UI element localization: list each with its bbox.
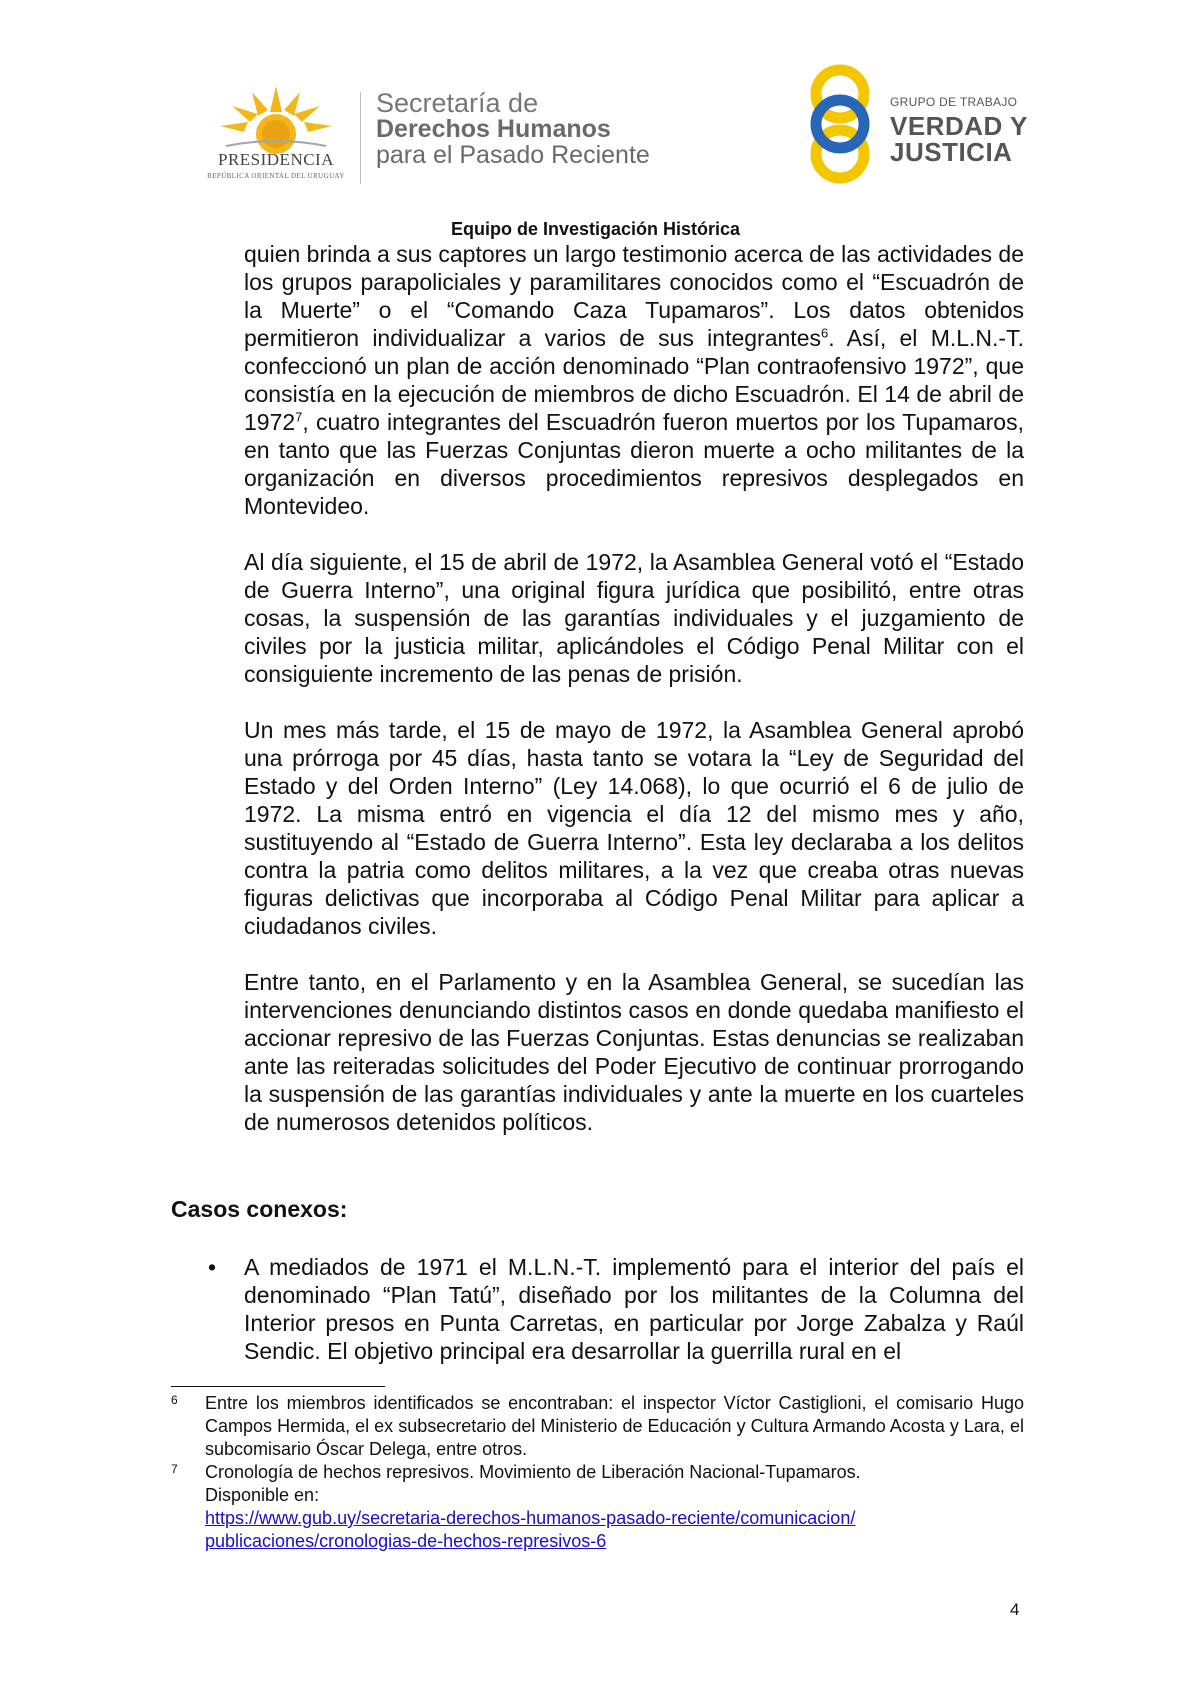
paragraph-4: Entre tanto, en el Parlamento y en la Asamblea General, se sucedían las intervenciones denunciando distintos casos en donde quedaba manifiesto el accionar represivo de las Fuerzas Conjuntas. Estas denuncias se realizaban ante las reiteradas solicitudes del Poder Ejecutivo de continuar prorrogando la suspensión de las garantías individuales y ante la muerte en los cuarteles de numerosos detenidos políticos. — [244, 969, 1024, 1135]
secretaria-line-2: Derechos Humanos — [376, 115, 611, 143]
footnote-7-line-1: Cronología de hechos represivos. Movimiento de Liberación Nacional-Tupamaros. — [205, 1462, 861, 1482]
secretaria-line-3: para el Pasado Reciente — [376, 141, 650, 169]
footnote-7-link-line-2[interactable]: publicaciones/cronologias-de-hechos-represivos-6 — [205, 1531, 607, 1551]
paragraph-1-text-b: . Así, el M.L.N.-T. confeccionó un plan de acción denominado “Plan contraofensivo 1972”, que consistía en la ejecución de miembros de dicho Escuadrón. El 14 de abril de 1972 — [244, 325, 1024, 435]
paragraph-2: Al día siguiente, el 15 de abril de 1972, la Asamblea General votó el “Estado de Guerra Interno”, una original figura jurídica que posibilitó, entre otras cosas, la suspensión de las garantías individuales y el juzgamiento de civiles por la justicia militar, aplicándoles el Código Penal Militar con el consiguiente incremento de las penas de prisión. — [244, 549, 1024, 687]
paragraph-1 — [244, 240, 1024, 520]
presidencia-subtitle: REPÚBLICA ORIENTAL DEL URUGUAY — [207, 172, 345, 180]
sun-icon — [196, 84, 356, 154]
page-number: 4 — [1010, 1600, 1020, 1619]
presidencia-name: PRESIDENCIA — [217, 150, 334, 169]
footnote-separator — [171, 1386, 385, 1387]
footnote-7-body — [205, 1461, 1024, 1553]
gtvj-line-2: VERDAD Y — [890, 111, 1028, 141]
footnote-ref-7[interactable]: 7 — [295, 409, 303, 425]
document-body — [244, 240, 1024, 1164]
footnote-6-text: Entre los miembros identificados se encontraban: el inspector Víctor Castiglioni, el comisario Hugo Campos Hermida, el ex subsecretario del Ministerio de Educación y Cultura Armando Acosta y Lara, el subcomisario Óscar Delega, entre otros. — [205, 1393, 1024, 1459]
list-item-text: A mediados de 1971 el M.L.N.-T. implementó para el interior del país el denominado “Plan Tatú”, diseñado por los militantes de la Columna del Interior presos en Punta Carretas, en particular por Jorge Zabalza y Raúl Sendic. El objetivo principal era desarrollar la guerrilla rural en el — [244, 1254, 1024, 1364]
paragraph-3: Un mes más tarde, el 15 de mayo de 1972, la Asamblea General aprobó una prórroga por 45 días, hasta tanto se votara la “Ley de Seguridad del Estado y del Orden Interno” (Ley 14.068), lo que ocurrió el 6 de julio de 1972. La misma entró en vigencia el día 12 del mismo mes y año, sustituyendo al “Estado de Guerra Interno”. Esta ley declaraba a los delitos contra la patria como delitos militares, a la vez que creaba otras nuevas figuras delictivas que incorporaba al Código Penal Militar para aplicar a ciudadanos civiles. — [244, 717, 1024, 939]
gtvj-line-3: JUSTICIA — [890, 137, 1013, 167]
footnote-7-line-2: Disponible en: — [205, 1485, 320, 1505]
gtvj-line-1: GRUPO DE TRABAJO — [890, 95, 1018, 109]
header-divider — [360, 92, 361, 184]
footnote-ref-6[interactable]: 6 — [820, 325, 829, 341]
secretaria-title — [376, 90, 650, 168]
footnote-6-number: 6 — [171, 1393, 178, 1407]
secretaria-line-1: Secretaría de — [376, 88, 539, 118]
paragraph-1-text-c: , cuatro integrantes del Escuadrón fueron muertos por los Tupamaros, en tanto que las Fuerzas Conjuntas dieron muerte a ocho militantes de la organización en diversos procedimientos represivos desplegados en Montevideo. — [244, 409, 1024, 519]
section-heading: Casos conexos: — [171, 1196, 348, 1222]
team-title: Equipo de Investigación Histórica — [450, 219, 741, 239]
footnote-7-number: 7 — [171, 1462, 178, 1476]
presidencia-logo — [196, 84, 356, 184]
footnote-7-link-line-1[interactable]: https://www.gub.uy/secretaria-derechos-humanos-pasado-reciente/comunicacion/ — [205, 1508, 856, 1528]
paragraph-1-text-a: quien brinda a sus captores un largo testimonio acerca de las actividades de los grupos parapoliciales y paramilitares conocidos como el “Escuadrón de la Muerte” o el “Comando Caza Tupamaros”. Los datos obtenidos permitieron individualizar a varios de sus integrantes — [244, 241, 1024, 351]
bullet-icon: • — [208, 1254, 217, 1280]
